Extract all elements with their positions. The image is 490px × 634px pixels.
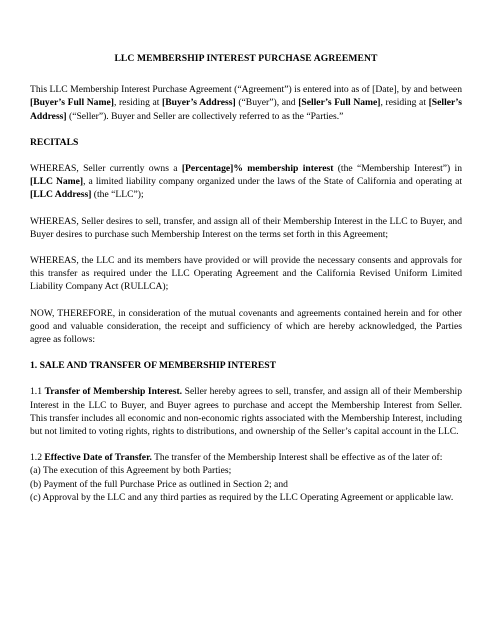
recital-consideration: NOW, THEREFORE, in consideration of the mutual covenants and agreements contained herein and for other good and valuable consideration, the receipt and sufficiency of which are hereby acknowledged, the Parties agree as follows:	[30, 307, 462, 346]
intro-text-4: , residing at	[380, 97, 429, 109]
recital-ownership	[30, 162, 462, 202]
buyer-name-placeholder: [Buyer’s Full Name]	[30, 97, 114, 109]
recital1-text-1: WHEREAS, Seller currently owns a	[30, 163, 182, 175]
recital-consents: WHEREAS, the LLC and its members have provided or will provide the necessary consents and approvals for this transfer as required under the LLC Operating Agreement and the California Revised Uniform Limited Liability Company Act (RULLCA);	[30, 255, 462, 293]
clause-1-1-number: 1.1	[30, 386, 45, 398]
recitals-heading: RECITALS	[30, 136, 79, 148]
section-1-heading: 1. SALE AND TRANSFER OF MEMBERSHIP INTEREST	[30, 360, 277, 372]
clause-1-1	[30, 385, 462, 438]
clause-1-2	[30, 451, 462, 464]
clause-1-2-lead: Effective Date of Transfer.	[44, 452, 152, 464]
intro-text-5: (“Seller”). Buyer and Seller are collectively referred to as the “Parties.”	[66, 110, 344, 122]
recital1-text-2: (the “Membership Interest”) in	[333, 163, 462, 175]
intro-text-1: This LLC Membership Interest Purchase Agreement (“Agreement”) is entered into as of [Date], by and between	[30, 84, 462, 96]
seller-address-placeholder: [Seller’s Address]	[30, 97, 462, 122]
document-title: LLC MEMBERSHIP INTEREST PURCHASE AGREEMENT	[114, 53, 378, 64]
document-page	[30, 52, 462, 504]
percentage-placeholder: [Percentage]% membership interest	[181, 163, 334, 175]
clause-1-2-text: The transfer of the Membership Interest shall be effective as of the later of:	[151, 452, 443, 464]
intro-text-3: (“Buyer”), and	[235, 97, 299, 109]
seller-name-placeholder: [Seller’s Full Name]	[298, 97, 381, 109]
recital1-text-4: (the “LLC”);	[91, 189, 144, 201]
buyer-address-placeholder: [Buyer’s Address]	[162, 97, 236, 109]
intro-text-2: , residing at	[113, 97, 163, 109]
clause-1-1-lead: Transfer of Membership Interest.	[44, 386, 183, 398]
intro-paragraph	[30, 83, 462, 123]
recital-desire-to-sell: WHEREAS, Seller desires to sell, transfer, and assign all of their Membership Interest in the LLC to Buyer, and Buyer desires to purchase such Membership Interest on the terms set forth in this Agreement;	[30, 215, 462, 240]
clause-1-2-item-c: (c) Approval by the LLC and any third parties as required by the LLC Operating Agreement or applicable law.	[30, 491, 454, 503]
clause-1-1-text: Seller hereby agrees to sell, transfer, and assign all of their Membership Interest in the LLC to Buyer, and Buyer agrees to purchase and accept the Membership Interest from Seller. This transfer includes all economic and non-economic rights associated with the Membership Interest, including but not limited to voting rights, rights to distributions, and ownership of the Seller’s capital account in the LLC.	[30, 386, 462, 438]
recital1-text-3: , a limited liability company organized under the laws of the State of California and operating at	[83, 176, 462, 188]
clause-1-2-item-a: (a) The execution of this Agreement by both Parties;	[30, 465, 232, 477]
llc-name-placeholder: [LLC Name]	[30, 176, 84, 188]
clause-1-2-number: 1.2	[30, 452, 45, 464]
llc-address-placeholder: [LLC Address]	[30, 189, 92, 201]
clause-1-2-item-b: (b) Payment of the full Purchase Price as outlined in Section 2; and	[30, 478, 288, 490]
